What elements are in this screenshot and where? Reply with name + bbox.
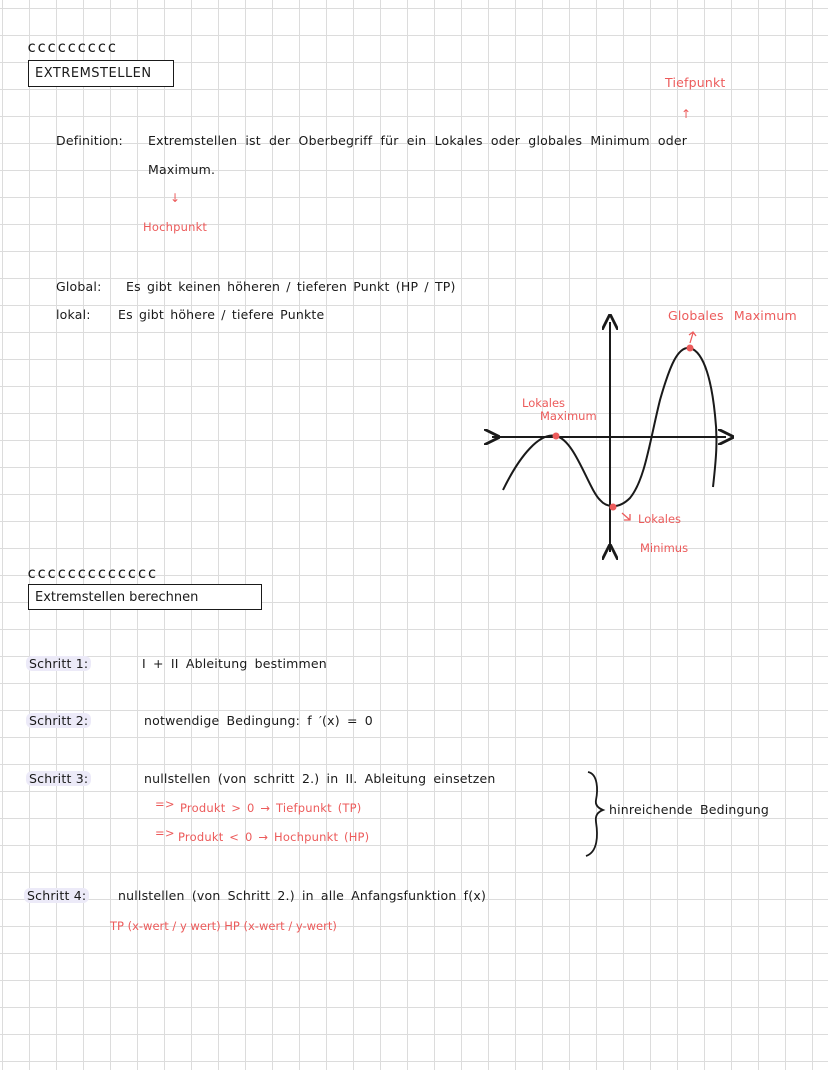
- step2-label: Schritt 2:: [26, 713, 91, 728]
- step2-text: notwendige Bedingung: f ′(x) = 0: [144, 713, 373, 728]
- section-title: EXTREMSTELLEN: [35, 66, 152, 81]
- step4-sub: TP (x-wert / y wert) HP (x-wert / y-wert): [110, 919, 337, 933]
- step4-text: nullstellen (von Schritt 2.) in alle Anfangsfunktion f(x): [118, 888, 487, 903]
- local-max-label-1: Lokales: [522, 396, 566, 410]
- section-title-2: Extremstellen berechnen: [35, 589, 199, 605]
- step3-sub2-arrow: =>: [155, 826, 175, 840]
- definition-line1: Extremstellen ist der Oberbegriff für ein Lokales oder globales Minimum oder: [148, 133, 688, 148]
- hochpunkt-label: Hochpunkt: [143, 220, 208, 234]
- step3-sub1: Produkt > 0 → Tiefpunkt (TP): [180, 801, 362, 815]
- lokal-label: lokal:: [56, 307, 91, 322]
- definition-line2: Maximum.: [148, 162, 216, 177]
- global-text: Es gibt keinen höheren / tieferen Punkt (HP / TP): [126, 279, 456, 294]
- arrow-up-icon: ↑: [681, 107, 692, 121]
- step1-text: I + II Ableitung bestimmen: [142, 656, 327, 671]
- local-min-label-2: Minimus: [640, 541, 689, 555]
- notebook-coils: ccccccccc: [27, 38, 118, 56]
- arrow-down-icon: ↓: [170, 191, 181, 205]
- step3-label: Schritt 3:: [26, 771, 91, 786]
- step1-label: Schritt 1:: [26, 656, 91, 671]
- global-max-label: Globales Maximum: [668, 308, 797, 323]
- notebook-coils-2: ccccccccccccc: [27, 564, 158, 582]
- step3-sub2: Produkt < 0 → Hochpunkt (HP): [178, 830, 370, 844]
- tiefpunkt-label: Tiefpunkt: [665, 75, 726, 90]
- local-min-label-1: Lokales: [638, 512, 682, 526]
- global-label: Global:: [56, 279, 102, 294]
- local-max-label-2: Maximum: [540, 409, 597, 423]
- brace-label: hinreichende Bedingung: [609, 802, 770, 817]
- step3-text: nullstellen (von schritt 2.) in II. Ableitung einsetzen: [144, 771, 496, 786]
- definition-label: Definition:: [56, 133, 123, 148]
- step3-sub1-arrow: =>: [155, 797, 175, 811]
- lokal-text: Es gibt höhere / tiefere Punkte: [118, 307, 325, 322]
- step4-label: Schritt 4:: [24, 888, 89, 903]
